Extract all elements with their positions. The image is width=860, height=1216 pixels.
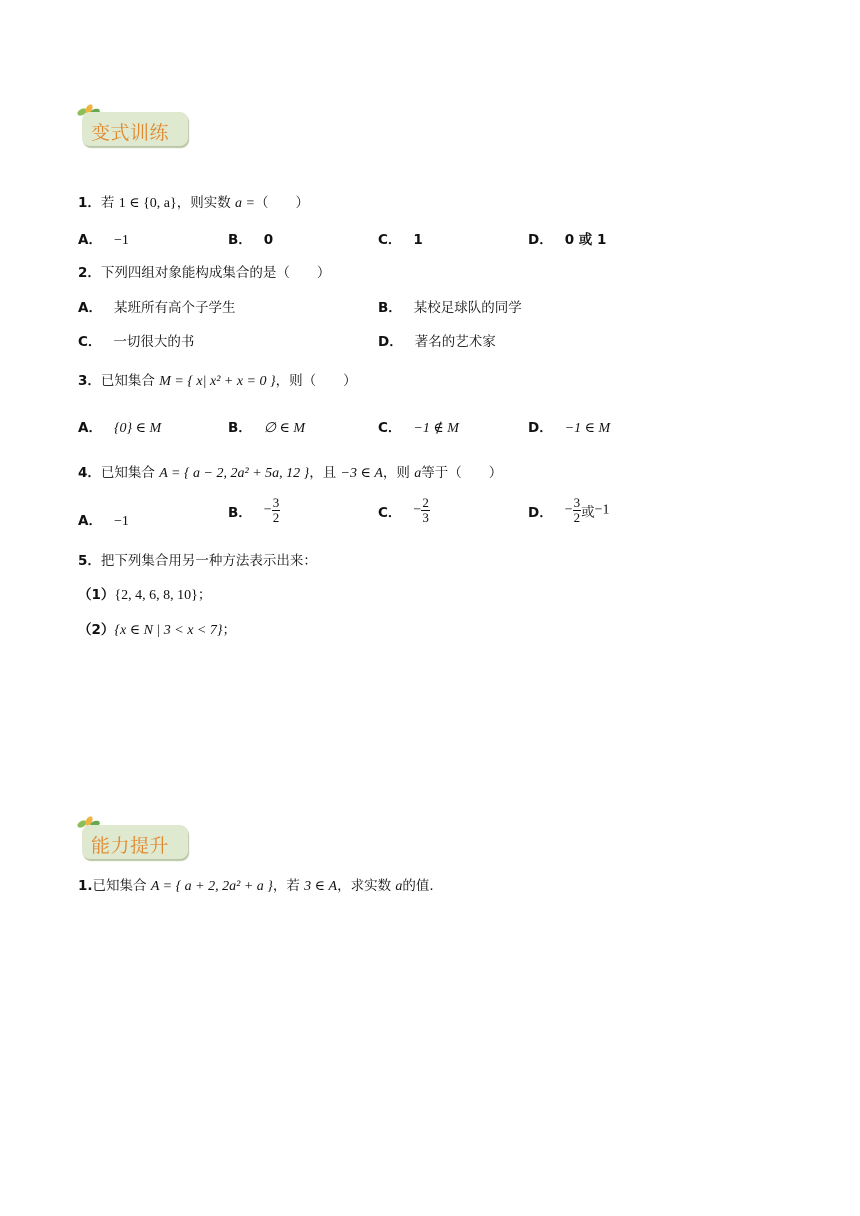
- q4-option-a[interactable]: A． −1: [78, 513, 129, 529]
- fraction-three-halves: $\frac{3}{2}$: [272, 495, 280, 525]
- q1-option-a[interactable]: A． −1: [78, 232, 129, 248]
- q3-expression: M = { x| x² + x = 0 }: [159, 374, 276, 389]
- q4-option-c[interactable]: C． − $\frac{2}{3}$: [378, 495, 429, 525]
- q3-option-a[interactable]: A． {0} ∈ M: [78, 420, 162, 436]
- section-title: 能力提升: [91, 835, 170, 857]
- q4-option-b[interactable]: B． − $\frac{3}{2}$: [228, 495, 280, 525]
- section-label-ability: [82, 825, 188, 859]
- fraction-two-thirds: $\frac{2}{3}$: [422, 495, 429, 525]
- q3-option-c[interactable]: C． −1 ∉ M: [378, 420, 459, 436]
- question-5: 5．把下列集合用另一种方法表示出来：: [78, 553, 317, 569]
- question-4: 4．已知集合 A = { a − 2, 2a² + 5a, 12 }，且 −3 ∈ A，则 a等于（ ）: [78, 465, 503, 481]
- q2-option-d[interactable]: D． 著名的艺术家: [378, 334, 496, 350]
- section-title: 变式训练: [91, 122, 170, 144]
- q1-option-b[interactable]: B． 0: [228, 232, 274, 248]
- section-label-practice: [82, 112, 188, 146]
- q1-expression: 1 ∈ {0, a}: [118, 196, 177, 211]
- q5-item-1: （1）{2, 4, 6, 8, 10}；: [78, 587, 212, 603]
- q3-option-d[interactable]: D． −1 ∈ M: [528, 420, 611, 436]
- q1-option-d[interactable]: D． 0 或 1: [528, 232, 607, 248]
- q2-option-b[interactable]: B． 某校足球队的同学: [378, 300, 522, 316]
- question-2: 2．下列四组对象能构成集合的是（ ）: [78, 265, 331, 281]
- ability-q1-expression: A = { a + 2, 2a² + a }: [150, 879, 273, 894]
- question-1: 1．若 1 ∈ {0, a}，则实数 a =（ ）: [78, 195, 309, 211]
- ability-question-1: 1.已知集合 A = { a + 2, 2a² + a }，若 3 ∈ A，求实数 a的值.: [78, 878, 434, 894]
- q2-option-c[interactable]: C． 一切很大的书: [78, 334, 195, 350]
- q2-option-a[interactable]: A． 某班所有高个子学生: [78, 300, 236, 316]
- q4-option-d[interactable]: D． − $\frac{3}{2}$ 或−1: [528, 495, 610, 525]
- q5-item-2: （2）{x ∈ N | 3 < x < 7}；: [78, 622, 236, 638]
- q4-expression: A = { a − 2, 2a² + 5a, 12 }: [159, 466, 310, 481]
- fraction-three-halves: $\frac{3}{2}$: [573, 495, 581, 525]
- q1-option-c[interactable]: C． 1: [378, 232, 423, 248]
- question-3: 3．已知集合 M = { x| x² + x = 0 }，则（ ）: [78, 373, 357, 389]
- q3-option-b[interactable]: B． ∅ ∈ M: [228, 420, 306, 436]
